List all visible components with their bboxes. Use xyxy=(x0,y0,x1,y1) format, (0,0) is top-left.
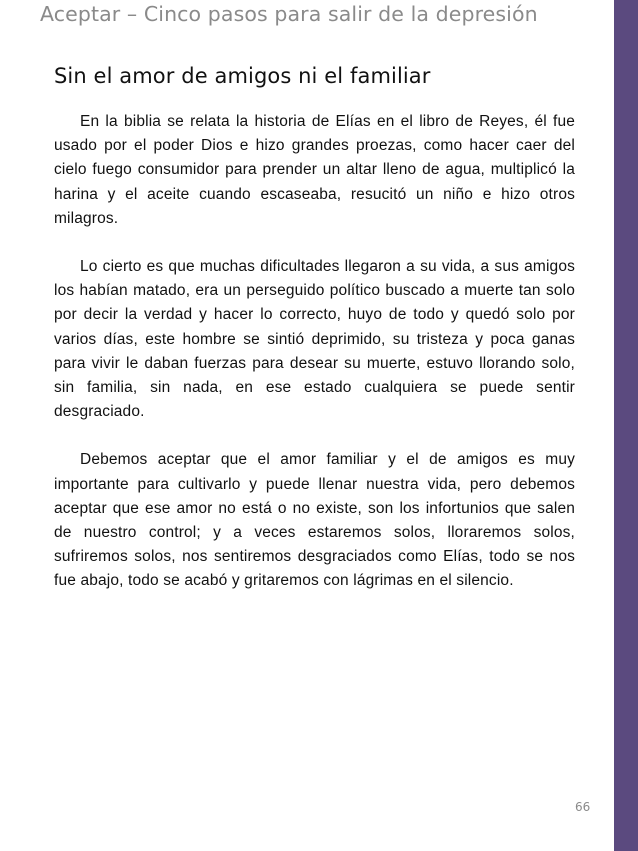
main-content xyxy=(54,64,575,618)
page-number: 66 xyxy=(575,800,591,814)
paragraph-1: En la biblia se relata la historia de Elías en el libro de Reyes, él fue usado por el poder Dios e hizo grandes proezas, como hacer caer del cielo fuego consumidor para prender un altar lleno de agua, multiplicó la harina y el aceite cuando escaseaba, resucitó un niño e hizo otros milagros. xyxy=(54,113,575,227)
page-header-title: Aceptar – Cinco pasos para salir de la depresión xyxy=(40,2,538,26)
paragraph-3: Debemos aceptar que el amor familiar y el de amigos es muy importante para cultivarlo y puede llenar nuestra vida, pero debemos aceptar que ese amor no está o no existe, son los infortunios que salen de nuestro control; y a veces estaremos solos, lloraremos solos, sufriremos solos, nos sentiremos desgraciados como Elías, todo se nos fue abajo, todo se acabó y gritaremos con lágrimas en el silencio. xyxy=(54,451,575,590)
sidebar-accent-bar xyxy=(614,0,638,851)
paragraph-2: Lo cierto es que muchas dificultades llegaron a su vida, a sus amigos los habían matado, era un perseguido político buscado a muerte tan solo por decir la verdad y hacer lo correcto, huyo de todo y quedó solo por varios días, este hombre se sintió deprimido, su tristeza y poca ganas para vivir le daban fuerzas para desear su muerte, estuvo llorando solo, sin familia, sin nada, en ese estado cualquiera se puede sentir desgraciado. xyxy=(54,258,575,421)
section-heading: Sin el amor de amigos ni el familiar xyxy=(54,64,431,88)
